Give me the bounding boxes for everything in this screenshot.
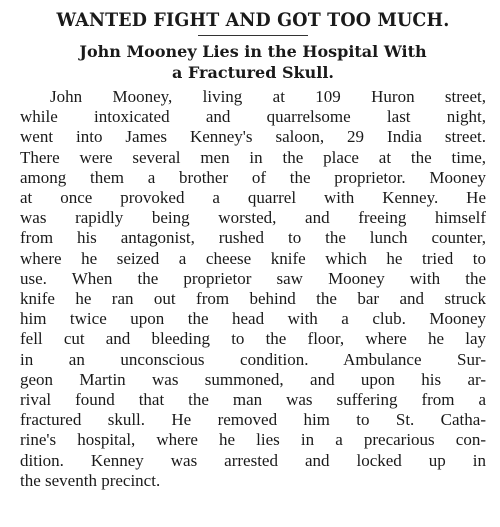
article-line: use. When the proprietor saw Mooney with the	[20, 268, 486, 288]
article-line: from his antagonist, rushed to the lunch counter,	[20, 228, 486, 248]
headline-divider	[198, 35, 308, 36]
subheadline	[20, 41, 486, 83]
article-line: John Mooney, living at 109 Huron street,	[50, 87, 486, 106]
subheadline-line: John Mooney Lies in the Hospital With	[79, 42, 427, 61]
article-line: knife he ran out from behind the bar and struck	[20, 289, 486, 309]
article-line: at once provoked a quarrel with Kenney. He	[20, 188, 486, 208]
article-line: went into James Kenney's saloon, 29 India street.	[20, 127, 486, 147]
article-line: fractured skull. He removed him to St. Catha-	[20, 410, 486, 430]
article-line: was rapidly being worsted, and freeing himself	[20, 208, 486, 228]
headline: WANTED FIGHT AND GOT TOO MUCH.	[56, 9, 450, 31]
article-line: among them a brother of the proprietor. Mooney	[20, 167, 486, 187]
article-line: while intoxicated and quarrelsome last night,	[20, 107, 486, 127]
article-line: rine's hospital, where he lies in a precarious con-	[20, 430, 486, 450]
article-line: where he seized a cheese knife which he tried to	[20, 248, 486, 268]
article-line: geon Martin was summoned, and upon his ar-	[20, 369, 486, 389]
article-line: There were several men in the place at the time,	[20, 147, 486, 167]
article-line: fell cut and bleeding to the floor, where he lay	[20, 329, 486, 349]
article-line: him twice upon the head with a club. Mooney	[20, 309, 486, 329]
article-line: rival found that the man was suffering from a	[20, 390, 486, 410]
article-line: in an unconscious condition. Ambulance Sur-	[20, 349, 486, 369]
article-line: dition. Kenney was arrested and locked up in	[20, 450, 486, 470]
article-body	[20, 87, 486, 491]
article-line: the seventh precinct.	[20, 470, 161, 490]
subheadline-line: a Fractured Skull.	[172, 63, 334, 82]
